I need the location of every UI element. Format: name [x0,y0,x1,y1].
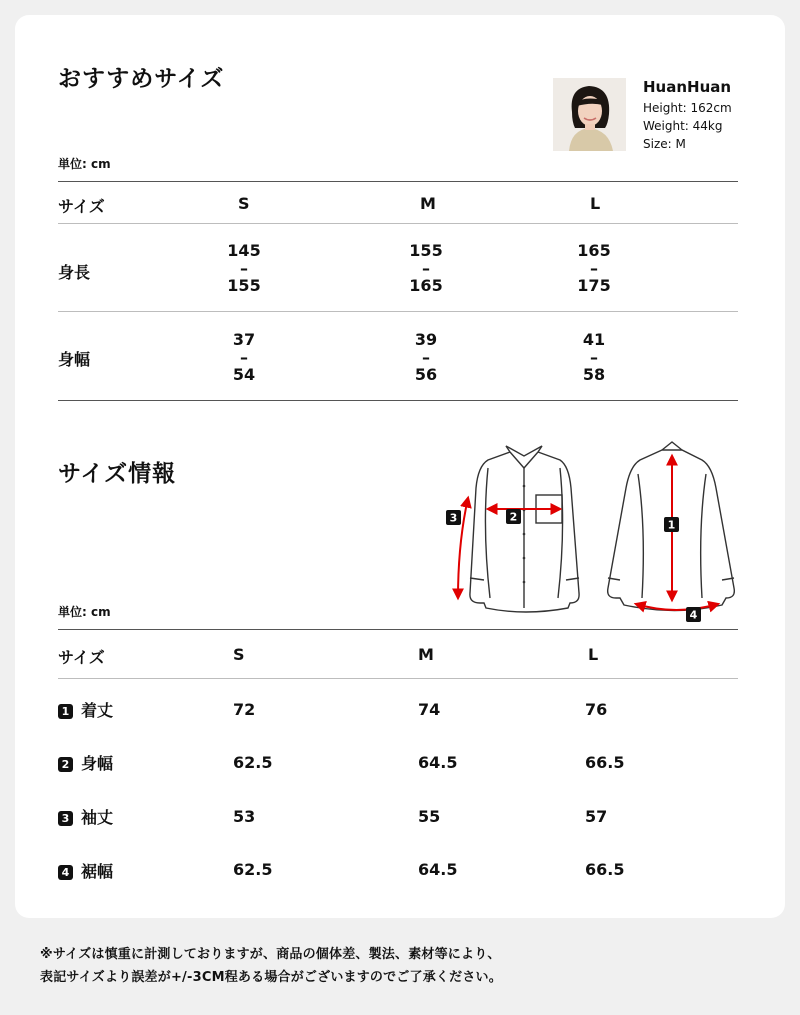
table-divider [58,629,738,630]
size-info-header-l: L [588,645,599,664]
recommended-header-s: S [238,194,250,213]
size-info-unit-label: 単位: cm [58,605,111,619]
length-l: 76 [585,700,608,719]
width-range-m: 39 – 56 [414,330,438,384]
height-range-m: 155 – 165 [409,241,443,295]
row-label-sleeve: 3 袖丈 [58,805,113,828]
model-height: Height: 162cm [643,101,732,115]
hem-width-s: 62.5 [233,860,273,879]
model-name: HuanHuan [643,78,732,96]
recommended-header-m: M [420,194,436,213]
recommended-header-size: サイズ [58,197,105,216]
disclaimer-line-2: 表記サイズより誤差が+/-3CM程ある場合がございますのでご了承ください。 [40,970,502,985]
table-divider [58,400,738,401]
height-range-s: 145 – 155 [227,241,261,295]
disclaimer-line-1: ※サイズは慎重に計測しておりますが、商品の個体差、製法、素材等により、 [40,947,501,962]
row-label-height: 身長 [58,263,91,282]
recommended-header-l: L [590,194,601,213]
sleeve-l: 57 [585,807,608,826]
sleeve-s: 53 [233,807,256,826]
table-divider [58,223,738,224]
width-range-l: 41 – 58 [582,330,606,384]
marker-2: 2 [509,510,518,524]
row-label-hem-width: 4 裾幅 [58,859,113,882]
row-label-width: 身幅 [58,350,91,369]
hem-width-l: 66.5 [585,860,625,879]
size-info-header-size: サイズ [58,648,105,667]
model-weight: Weight: 44kg [643,119,723,133]
hem-width-m: 64.5 [418,860,458,879]
width-range-s: 37 – 54 [232,330,256,384]
garment-diagram [440,438,760,628]
badge-1: 1 [58,704,73,719]
badge-4: 4 [58,865,73,880]
model-size: Size: M [643,137,686,151]
size-info-header-m: M [418,645,434,664]
row-label-body-width: 2 身幅 [58,751,113,774]
size-info-header-s: S [233,645,245,664]
length-s: 72 [233,700,256,719]
row-label-length: 1 着丈 [58,698,113,721]
model-photo [553,78,626,151]
body-width-l: 66.5 [585,753,625,772]
height-range-l: 165 – 175 [577,241,611,295]
badge-3: 3 [58,811,73,826]
table-divider [58,311,738,312]
badge-2: 2 [58,757,73,772]
marker-4: 4 [689,608,698,622]
table-divider [58,678,738,679]
body-width-m: 64.5 [418,753,458,772]
size-info-title: サイズ情報 [58,461,177,487]
shirt-front-icon [470,446,579,612]
sleeve-m: 55 [418,807,441,826]
marker-1: 1 [667,518,676,532]
length-m: 74 [418,700,441,719]
recommended-size-title: おすすめサイズ [58,66,225,92]
recommended-unit-label: 単位: cm [58,157,111,171]
body-width-s: 62.5 [233,753,273,772]
marker-3: 3 [449,511,458,525]
table-divider [58,181,738,182]
